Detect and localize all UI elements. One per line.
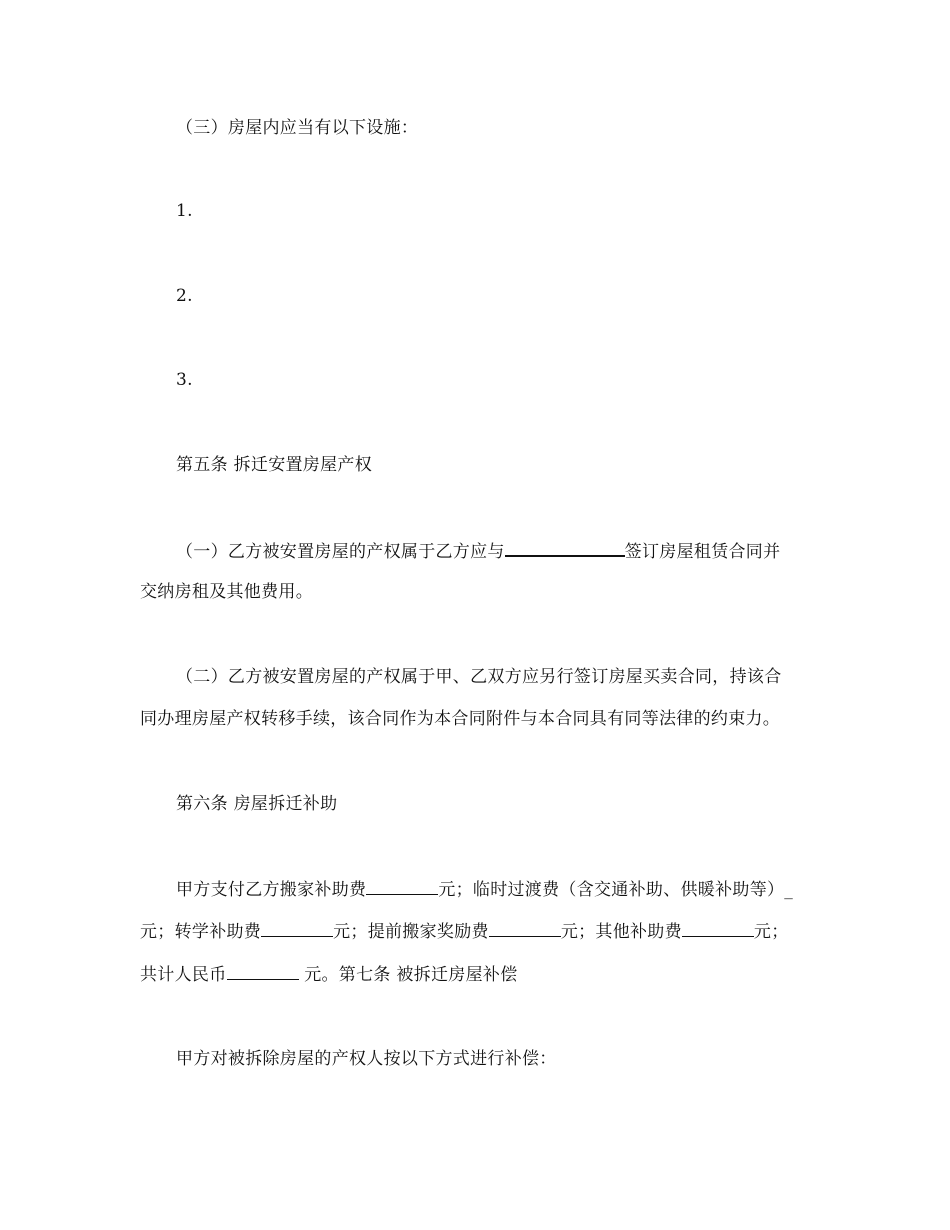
article-7-para-1: 甲方对被拆除房屋的产权人按以下方式进行补偿： — [176, 1049, 557, 1069]
facilities-heading: （三）房屋内应当有以下设施： — [176, 118, 419, 138]
article-6-line-2 — [140, 920, 789, 943]
facility-item-1: 1. — [176, 201, 193, 221]
article-5-para-1-line-1 — [176, 539, 780, 563]
blank-field — [366, 878, 438, 895]
article-5-para-1-line-2: 交纳房租及其他费用。 — [140, 582, 313, 602]
text: 元；其他补助费 — [560, 922, 682, 942]
text: 元；转学补助费 — [140, 922, 262, 942]
article-6-line-1 — [176, 878, 793, 901]
article-6-title: 第六条 房屋拆迁补助 — [176, 794, 338, 814]
text: （一）乙方被安置房屋的产权属于乙方应与 — [176, 542, 505, 562]
blank-field — [505, 539, 625, 557]
text: 元。第七条 被拆迁房屋补偿 — [298, 965, 518, 985]
article-5-para-2-line-1: （二）乙方被安置房屋的产权属于甲、乙双方应另行签订房屋买卖合同，持该合 — [176, 667, 782, 687]
text: 共计人民币 — [140, 965, 227, 985]
article-6-line-3 — [140, 963, 518, 986]
blank-field — [489, 920, 561, 937]
blank-field — [682, 920, 754, 937]
text: 元；提前搬家奖励费 — [333, 922, 489, 942]
blank-field — [227, 963, 299, 980]
article-5-para-2-line-2: 同办理房屋产权转移手续，该合同作为本合同附件与本合同具有同等法律的约束力。 — [140, 709, 781, 729]
blank-field — [261, 920, 333, 937]
facility-item-2: 2. — [176, 286, 193, 306]
text: 元； — [753, 922, 789, 942]
text: 元；临时过渡费（含交通补助、供暖补助等）_ — [438, 880, 794, 900]
text: 签订房屋租赁合同并 — [624, 542, 781, 562]
article-5-title: 第五条 拆迁安置房屋产权 — [176, 455, 373, 475]
text: 甲方支付乙方搬家补助费 — [176, 880, 367, 900]
facility-item-3: 3. — [176, 370, 193, 390]
